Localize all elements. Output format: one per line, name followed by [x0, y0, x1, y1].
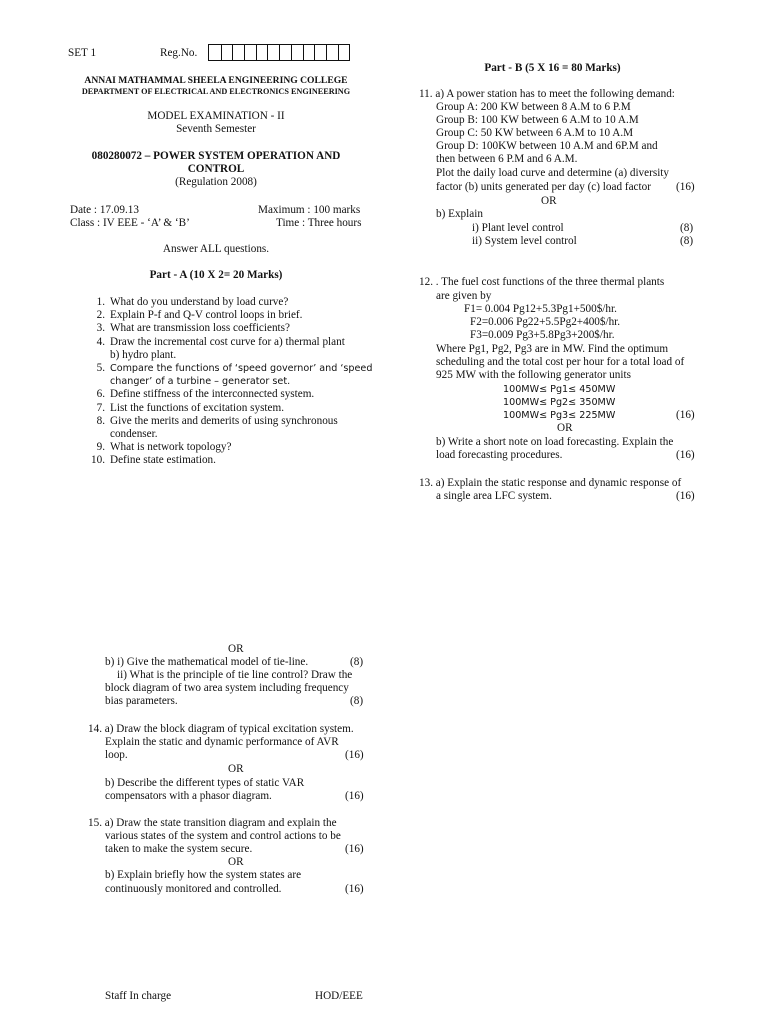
part-a-questions	[86, 296, 372, 467]
q14-a-line3: loop.	[105, 749, 128, 761]
q12-b-marks: (16)	[676, 449, 695, 461]
q13-a-marks: (16)	[676, 490, 695, 502]
regno-box	[232, 45, 244, 60]
part-a-question-row	[86, 441, 372, 454]
question-number: 8.	[96, 414, 105, 427]
q12-f2: F2=0.006 Pg22+5.5Pg2+400$/hr.	[470, 316, 621, 328]
question-text: What is network topology?	[110, 441, 232, 454]
question-text: Define stiffness of the interconnected system.	[110, 388, 315, 401]
q15-a-line1: 15. a) Draw the state transition diagram and explain the	[88, 817, 337, 829]
exam-duration: Time : Three hours	[276, 217, 362, 229]
q11-plot-line1: Plot the daily load curve and determine (a) diversity	[436, 167, 669, 179]
staff-signature-label: Staff In charge	[105, 990, 172, 1002]
course-title-line1: 080280072 – POWER SYSTEM OPERATION AND	[91, 150, 341, 162]
q15-or: OR	[228, 856, 244, 868]
regno-box	[256, 45, 268, 60]
question-number: 7.	[96, 401, 105, 414]
question-number	[86, 375, 110, 388]
question-number: 2.	[96, 309, 105, 322]
question-number: 4.	[96, 335, 105, 348]
part-a-question-row	[86, 296, 372, 309]
q12-or: OR	[557, 422, 573, 434]
max-marks: Maximum : 100 marks	[258, 204, 361, 216]
question-text: b) hydro plant.	[110, 348, 177, 361]
department-name: DEPARTMENT OF ELECTRICAL AND ELECTRONICS ENGINEERING	[81, 87, 351, 96]
regno-boxes	[208, 44, 350, 61]
exam-date: Date : 17.09.13	[70, 204, 139, 216]
question-text: condenser.	[110, 427, 158, 440]
q11-group-c: Group C: 50 KW between 6 A.M to 10 A.M	[436, 127, 634, 139]
q14-b-line1: b) Describe the different types of static VAR	[105, 777, 305, 789]
question-text: List the functions of excitation system.	[110, 401, 284, 414]
hod-signature-label: HOD/EEE	[315, 990, 363, 1002]
q14-b-line2: compensators with a phasor diagram.	[105, 790, 272, 802]
q11-a-marks: (16)	[676, 181, 695, 193]
q14-or: OR	[228, 763, 244, 775]
part-a-question-row	[86, 402, 372, 415]
set-label: SET 1	[68, 47, 97, 59]
q14-a-line2: Explain the static and dynamic performance of AVR	[105, 736, 339, 748]
q13-a-line2: a single area LFC system.	[436, 490, 552, 502]
q11-b-item1: i) Plant level control	[472, 222, 564, 234]
q11-b-explain: b) Explain	[436, 208, 483, 220]
question-text: What do you understand by load curve?	[110, 296, 289, 308]
part-a-question-row	[86, 362, 372, 375]
class-label: Class : IV EEE - ‘A’ & ‘B’	[70, 217, 190, 229]
part-a-question-row	[86, 428, 372, 441]
q11-group-d-line2: then between 6 P.M and 6 A.M.	[436, 153, 578, 165]
regno-box	[209, 45, 221, 60]
college-name: ANNAI MATHAMMAL SHEELA ENGINEERING COLLEGE	[84, 75, 348, 86]
q13-b2-marks: (8)	[350, 695, 364, 707]
q11-group-b: Group B: 100 KW between 6 A.M to 10 A.M	[436, 114, 639, 126]
part-a-question-row	[86, 415, 372, 428]
semester: Seventh Semester	[176, 123, 256, 135]
q11-b-item1-marks: (8)	[680, 222, 694, 234]
course-title-line2: CONTROL	[187, 163, 245, 175]
part-a-question-row	[86, 336, 372, 349]
q12-f1: F1= 0.004 Pg12+5.3Pg1+500$/hr.	[464, 303, 617, 315]
q14-b-marks: (16)	[345, 790, 364, 802]
regno-box	[303, 45, 315, 60]
regulation: (Regulation 2008)	[175, 176, 257, 188]
question-text: Explain P-f and Q-V control loops in brief.	[110, 309, 303, 322]
q13-b-line1: b) i) Give the mathematical model of tie-line.	[105, 656, 309, 668]
q11-b-item2-marks: (8)	[680, 235, 694, 247]
part-a-question-row	[86, 454, 372, 467]
question-number	[86, 428, 110, 441]
question-text: Define state estimation.	[110, 454, 216, 467]
question-number: 6.	[96, 388, 105, 401]
question-number: 10.	[91, 454, 105, 467]
q12-a-marks: (16)	[676, 409, 695, 421]
part-a-question-row	[86, 375, 372, 388]
regno-box	[291, 45, 303, 60]
q12-constraint2: 100MW≤ Pg2≤ 350MW	[503, 397, 616, 408]
question-number	[86, 349, 110, 362]
q12-b-line1: b) Write a short note on load forecasting. Explain the	[436, 436, 674, 448]
q13-b-line2: ii) What is the principle of tie line control? Draw the	[117, 669, 353, 681]
question-text: Give the merits and demerits of using synchronous	[110, 414, 338, 427]
question-number: 1.	[96, 296, 105, 308]
q15-a-marks: (16)	[345, 843, 364, 855]
q13-a-line1: 13. a) Explain the static response and dynamic response of	[419, 477, 682, 489]
regno-box	[338, 45, 350, 60]
question-number: 3.	[96, 322, 105, 335]
q12-constraint3: 100MW≤ Pg3≤ 225MW	[503, 410, 616, 421]
q12-where-line1: Where Pg1, Pg2, Pg3 are in MW. Find the optimum	[436, 343, 669, 355]
q15-a-line2: various states of the system and control actions to be	[105, 830, 341, 842]
q15-b-line1: b) Explain briefly how the system states are	[105, 869, 302, 881]
part-a-question-row	[86, 322, 372, 335]
q12-where-line2: scheduling and the total cost per hour for a total load of	[436, 356, 685, 368]
question-text: Draw the incremental cost curve for a) thermal plant	[110, 335, 345, 348]
q14-a-line1: 14. a) Draw the block diagram of typical excitation system.	[88, 723, 354, 735]
question-number: 5.	[96, 361, 105, 374]
question-text: changer’ of a turbine – generator set.	[110, 376, 291, 388]
regno-box	[314, 45, 326, 60]
q13-b-line4: bias parameters.	[105, 695, 178, 707]
regno-box	[244, 45, 256, 60]
regno-label: Reg.No.	[160, 47, 198, 59]
part-a-title: Part - A (10 X 2= 20 Marks)	[149, 269, 283, 281]
q12-line2: are given by	[436, 290, 492, 302]
q15-b-line2: continuously monitored and controlled.	[105, 883, 282, 895]
q13-or: OR	[228, 643, 244, 655]
part-b-title: Part - B (5 X 16 = 80 Marks)	[484, 62, 621, 74]
part-a-question-row	[86, 349, 372, 362]
question-text: Compare the functions of ‘speed governor’ and ‘speed	[110, 362, 373, 374]
q11-a-line1: 11. a) A power station has to meet the following demand:	[419, 88, 675, 100]
q15-b-marks: (16)	[345, 883, 364, 895]
question-text: What are transmission loss coefficients?	[110, 322, 290, 335]
question-number: 9.	[96, 441, 105, 454]
q11-or: OR	[541, 195, 557, 207]
q11-group-a: Group A: 200 KW between 8 A.M to 6 P.M	[436, 101, 631, 113]
q12-f3: F3=0.009 Pg3+5.8Pg3+200$/hr.	[470, 329, 615, 341]
q12-b-line2: load forecasting procedures.	[436, 449, 563, 461]
regno-box	[221, 45, 233, 60]
q11-group-d: Group D: 100KW between 10 A.M and 6P.M and	[436, 140, 658, 152]
exam-title: MODEL EXAMINATION - II	[147, 110, 285, 122]
part-a-question-row	[86, 309, 372, 322]
regno-box	[267, 45, 279, 60]
q12-line1: 12. . The fuel cost functions of the three thermal plants	[419, 276, 665, 288]
q11-b-item2: ii) System level control	[472, 235, 577, 247]
regno-box	[279, 45, 291, 60]
part-a-question-row	[86, 388, 372, 401]
q13-b1-marks: (8)	[350, 656, 364, 668]
q15-a-line3: taken to make the system secure.	[105, 843, 253, 855]
q14-a-marks: (16)	[345, 749, 364, 761]
q12-where-line3: 925 MW with the following generator units	[436, 369, 631, 381]
q13-b-line3: block diagram of two area system including frequency	[105, 682, 349, 694]
regno-box	[326, 45, 338, 60]
q12-constraint1: 100MW≤ Pg1≤ 450MW	[503, 384, 616, 395]
instruction: Answer ALL questions.	[162, 243, 270, 255]
q11-plot-line2: factor (b) units generated per day (c) load factor	[436, 181, 651, 193]
